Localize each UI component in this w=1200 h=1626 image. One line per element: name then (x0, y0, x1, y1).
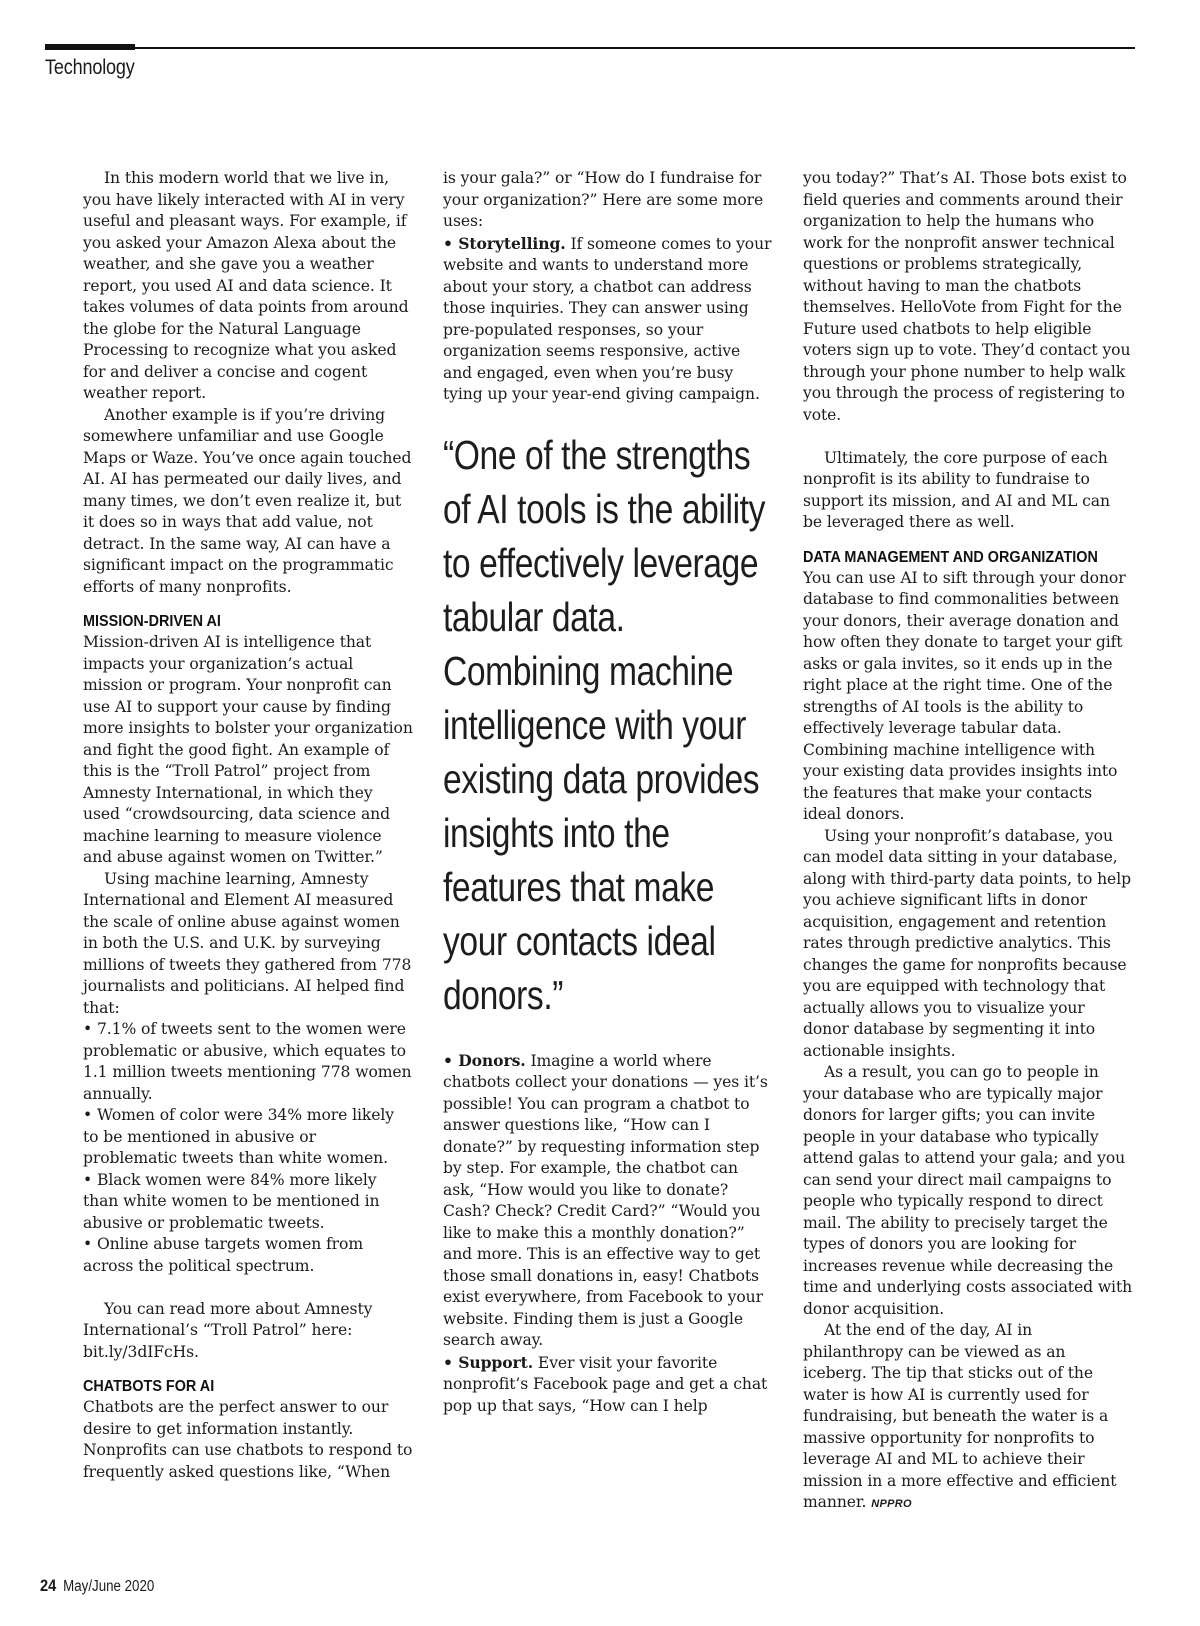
bullet-item (443, 1050, 773, 1352)
bullet-item: • Women of color were 34% more likely to be mentioned in abusive or problematic tweets than white women. (83, 1106, 394, 1167)
paragraph: You can use AI to sift through your donor database to find commonalities between your donors, their average donation and how often they donate to target your gift asks or gala invites, so it ends up in the right place at the right time. One of the strengths of AI tools is the ability to effectively leverage tabular data. Combining machine intelligence with your existing data provides insights into the features that make your contacts ideal donors. (803, 568, 1126, 823)
bullet-item: • Black women were 84% more likely than white women to be mentioned in abusive or problematic tweets. (83, 1170, 380, 1232)
paragraph: Mission-driven AI is intelligence that impacts your organization’s actual mission or program. Your nonprofit can use AI to support your cause by finding more insights to bolster your organization and fight the good fight. An example of this is the “Troll Patrol” project from Amnesty International, in which they used “crowdsourcing, data science and machine learning to measure violence and abuse against women on Twitter.” (83, 633, 413, 866)
paragraph: is your gala?” or “How do I fundraise for your organization?” Here are some more uses: (443, 169, 764, 230)
paragraph: As a result, you can go to people in your database who are typically major donors for larger gifts; you can invite people in your database who typically attend galas to attend your gala; and you can send your direct mail campaigns to people who typically respond to direct mail. The ability to precisely target the types of donors you are looking for increases revenue while decreasing the time and underlying costs associated with donor acquisition. (803, 1063, 1133, 1318)
bullet-text: Ever visit your favorite nonprofit’s Facebook page and get a chat pop up that says, “How can I help (443, 1353, 768, 1415)
paragraph: Using your nonprofit’s database, you can model data sitting in your database, along with third-party data points, to help you achieve significant lifts in donor acquisition, engagement and retention rates through predictive analytics. This changes the game for nonprofits because you are equipped with technology that actually allows you to visualize your donor database by segmenting it into actionable insights. (803, 826, 1131, 1060)
header-rule-accent (45, 44, 135, 50)
bullet-text: If someone comes to your website and wants to understand more about your story, a chatbot can address those inquiries. They can answer using pre-populated responses, so your organization seems responsive, active and engaged, even when you’re busy tying up your year-end giving campaign. (443, 234, 772, 403)
bullet-item (443, 233, 773, 406)
page-number: 24 (40, 1576, 57, 1595)
page-footer (40, 1576, 154, 1596)
end-mark: NPPRO (871, 1498, 912, 1510)
bullet-item: • 7.1% of tweets sent to the women were problematic or abusive, which equates to 1.1 million tweets mentioning 778 women annually. (83, 1020, 412, 1103)
column-2 (443, 168, 773, 1417)
bullet-label: • Storytelling. (443, 233, 566, 253)
section-label: Technology (45, 56, 135, 79)
section-heading-chatbots-for-ai: CHATBOTS FOR AI (83, 1378, 215, 1395)
pull-quote: “One of the strengths of AI tools is the ability to effectively leverage tabular data. Combining machine intelligence with your existing data provides insights into the features that make your contacts ideal donors.” (443, 431, 765, 1018)
final-paragraph-text: At the end of the day, AI in philanthropy can be viewed as an iceberg. The tip that sticks out of the water is how AI is currently used for fundraising, but beneath the water is a massive opportunity for nonprofits to leverage AI and ML to achieve their mission in a more effective and efficient manner. (803, 1321, 1117, 1511)
column-3 (803, 168, 1133, 1516)
paragraph: Chatbots are the perfect answer to our desire to get information instantly. Nonprofits can use chatbots to respond to frequently asked questions like, “When (83, 1398, 413, 1481)
issue-date: May/June 2020 (63, 1578, 155, 1595)
column-1 (83, 168, 413, 1483)
bullet-text: Imagine a world where chatbots collect your donations — yes it’s possible! You can program a chatbot to answer questions like, “How can I donate?” by requesting information step by step. For example, the chatbot can ask, “How would you like to donate? Cash? Check? Credit Card?” “Would you like to make this a monthly donation?” and more. This is an effective way to get those small donations in, easy! Chatbots exist everywhere, from Facebook to your website. Finding them is just a Google search away. (443, 1051, 768, 1349)
paragraph: You can read more about Amnesty International’s “Troll Patrol” here: bit.ly/3dIFcHs. (83, 1299, 373, 1361)
header-rule (45, 47, 1135, 49)
paragraph: Another example is if you’re driving somewhere unfamiliar and use Google Maps or Waze. You’ve once again touched AI. AI has permeated our daily lives, and many times, we don’t even realize it, but it does so in ways that add value, not detract. In the same way, AI can have a significant impact on the programmatic efforts of many nonprofits. (83, 405, 412, 596)
bullet-label: • Donors. (443, 1050, 526, 1070)
bullet-item (443, 1352, 773, 1418)
bullet-item: • Online abuse targets women from across the political spectrum. (83, 1235, 363, 1275)
paragraph (803, 1320, 1133, 1516)
paragraph: In this modern world that we live in, you have likely interacted with AI in very useful and pleasant ways. For example, if you asked your Amazon Alexa about the weather, and she gave you a weather report, you used AI and data science. It takes volumes of data points from around the globe for the Natural Language Processing to recognize what you asked for and deliver a concise and cogent weather report. (83, 169, 409, 402)
paragraph: you today?” That’s AI. Those bots exist to field queries and comments around their organization to help the humans who work for the nonprofit answer technical questions or problems strategically, without having to man the chatbots themselves. HelloVote from Fight for the Future used chatbots to help eligible voters sign up to vote. They’d contact you through your phone number to help walk you through the process of registering to vote. (803, 169, 1131, 424)
section-heading-data-management: DATA MANAGEMENT AND ORGANIZATION (803, 548, 1098, 566)
paragraph: Ultimately, the core purpose of each nonprofit is its ability to fundraise to support its mission, and AI and ML can be leveraged there as well. (803, 448, 1110, 531)
section-heading-mission-driven-ai: MISSION-DRIVEN AI (83, 613, 221, 630)
paragraph: Using machine learning, Amnesty International and Element AI measured the scale of online abuse against women in both the U.S. and U.K. by surveying millions of tweets they gathered from 778 journalists and politicians. AI helped find that: (83, 869, 412, 1017)
bullet-label: • Support. (443, 1352, 534, 1372)
